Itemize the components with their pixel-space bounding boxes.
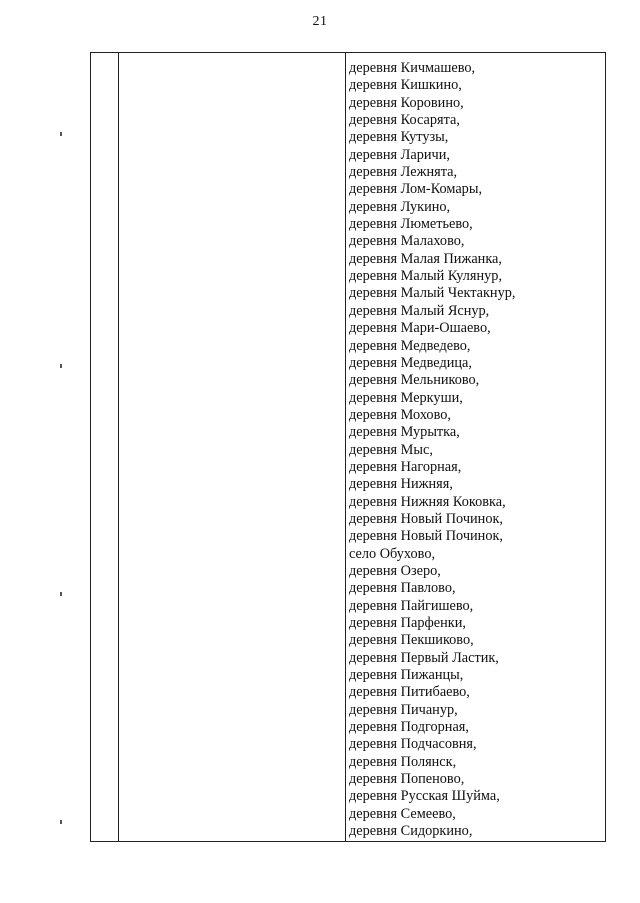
settlement-entry: деревня Лом-Комары, <box>349 181 483 198</box>
settlement-entry: деревня Подгорная, <box>349 719 469 736</box>
settlement-entry: деревня Мари-Ошаево, <box>349 320 491 337</box>
settlement-entry: деревня Малый Кулянур, <box>349 268 503 285</box>
settlement-entry: деревня Пекшиково, <box>349 632 474 649</box>
row-number-cell <box>91 53 118 841</box>
margin-mark <box>60 820 62 824</box>
settlements-list <box>349 60 599 840</box>
column-divider <box>345 53 346 841</box>
settlement-entry: деревня Кутузы, <box>349 129 449 146</box>
municipality-name-cell <box>119 53 345 841</box>
settlement-entry: деревня Питибаево, <box>349 684 470 701</box>
settlement-entry: деревня Мурытка, <box>349 424 460 441</box>
settlement-entry: деревня Косарята, <box>349 112 460 129</box>
settlement-entry: деревня Новый Починок, <box>349 528 503 545</box>
settlement-entry: деревня Лежнята, <box>349 164 458 181</box>
settlement-entry: деревня Коровино, <box>349 94 464 111</box>
margin-mark <box>60 592 62 596</box>
settlement-entry: деревня Малахово, <box>349 233 465 250</box>
settlement-entry: деревня Озеро, <box>349 562 441 579</box>
settlements-table <box>90 52 606 842</box>
settlement-entry: деревня Пичанур, <box>349 701 458 718</box>
settlement-entry: деревня Меркуши, <box>349 389 463 406</box>
settlement-entry: деревня Нижняя, <box>349 476 453 493</box>
settlement-entry: деревня Малый Чектакнур, <box>349 285 516 302</box>
settlement-entry: деревня Малая Пижанка, <box>349 250 502 267</box>
settlement-entry: село Обухово, <box>349 545 436 562</box>
settlement-entry: деревня Пижанцы, <box>349 667 464 684</box>
settlement-entry: деревня Кишкино, <box>349 77 462 94</box>
settlement-entry: деревня Семеево, <box>349 805 456 822</box>
settlement-entry: деревня Медведево, <box>349 337 471 354</box>
settlement-entry: деревня Сидоркино, <box>349 823 473 840</box>
settlement-entry: деревня Лукино, <box>349 198 451 215</box>
settlement-entry: деревня Медведица, <box>349 354 472 371</box>
settlement-entry: деревня Павлово, <box>349 580 456 597</box>
settlement-entry: деревня Ларичи, <box>349 146 450 163</box>
settlement-entry: деревня Нижняя Коковка, <box>349 493 506 510</box>
margin-mark <box>60 364 62 368</box>
settlement-entry: деревня Русская Шуйма, <box>349 788 500 805</box>
settlement-entry: деревня Люметьево, <box>349 216 473 233</box>
settlement-entry: деревня Мыс, <box>349 441 433 458</box>
settlement-entry: деревня Мохово, <box>349 406 451 423</box>
settlement-entry: деревня Мельниково, <box>349 372 480 389</box>
settlement-entry: деревня Малый Яснур, <box>349 302 490 319</box>
page-number: 21 <box>312 14 328 29</box>
settlement-entry: деревня Кичмашево, <box>349 60 476 76</box>
settlement-entry: деревня Первый Ластик, <box>349 649 499 666</box>
settlement-entry: деревня Новый Починок, <box>349 510 503 527</box>
settlement-entry: деревня Пайгишево, <box>349 597 474 614</box>
margin-mark <box>60 132 62 136</box>
settlement-entry: деревня Нагорная, <box>349 458 462 475</box>
settlement-entry: деревня Полянск, <box>349 753 457 770</box>
settlement-entry: деревня Парфенки, <box>349 615 466 631</box>
settlement-entry: деревня Подчасовня, <box>349 736 477 753</box>
settlement-entry: деревня Попеново, <box>349 771 465 788</box>
